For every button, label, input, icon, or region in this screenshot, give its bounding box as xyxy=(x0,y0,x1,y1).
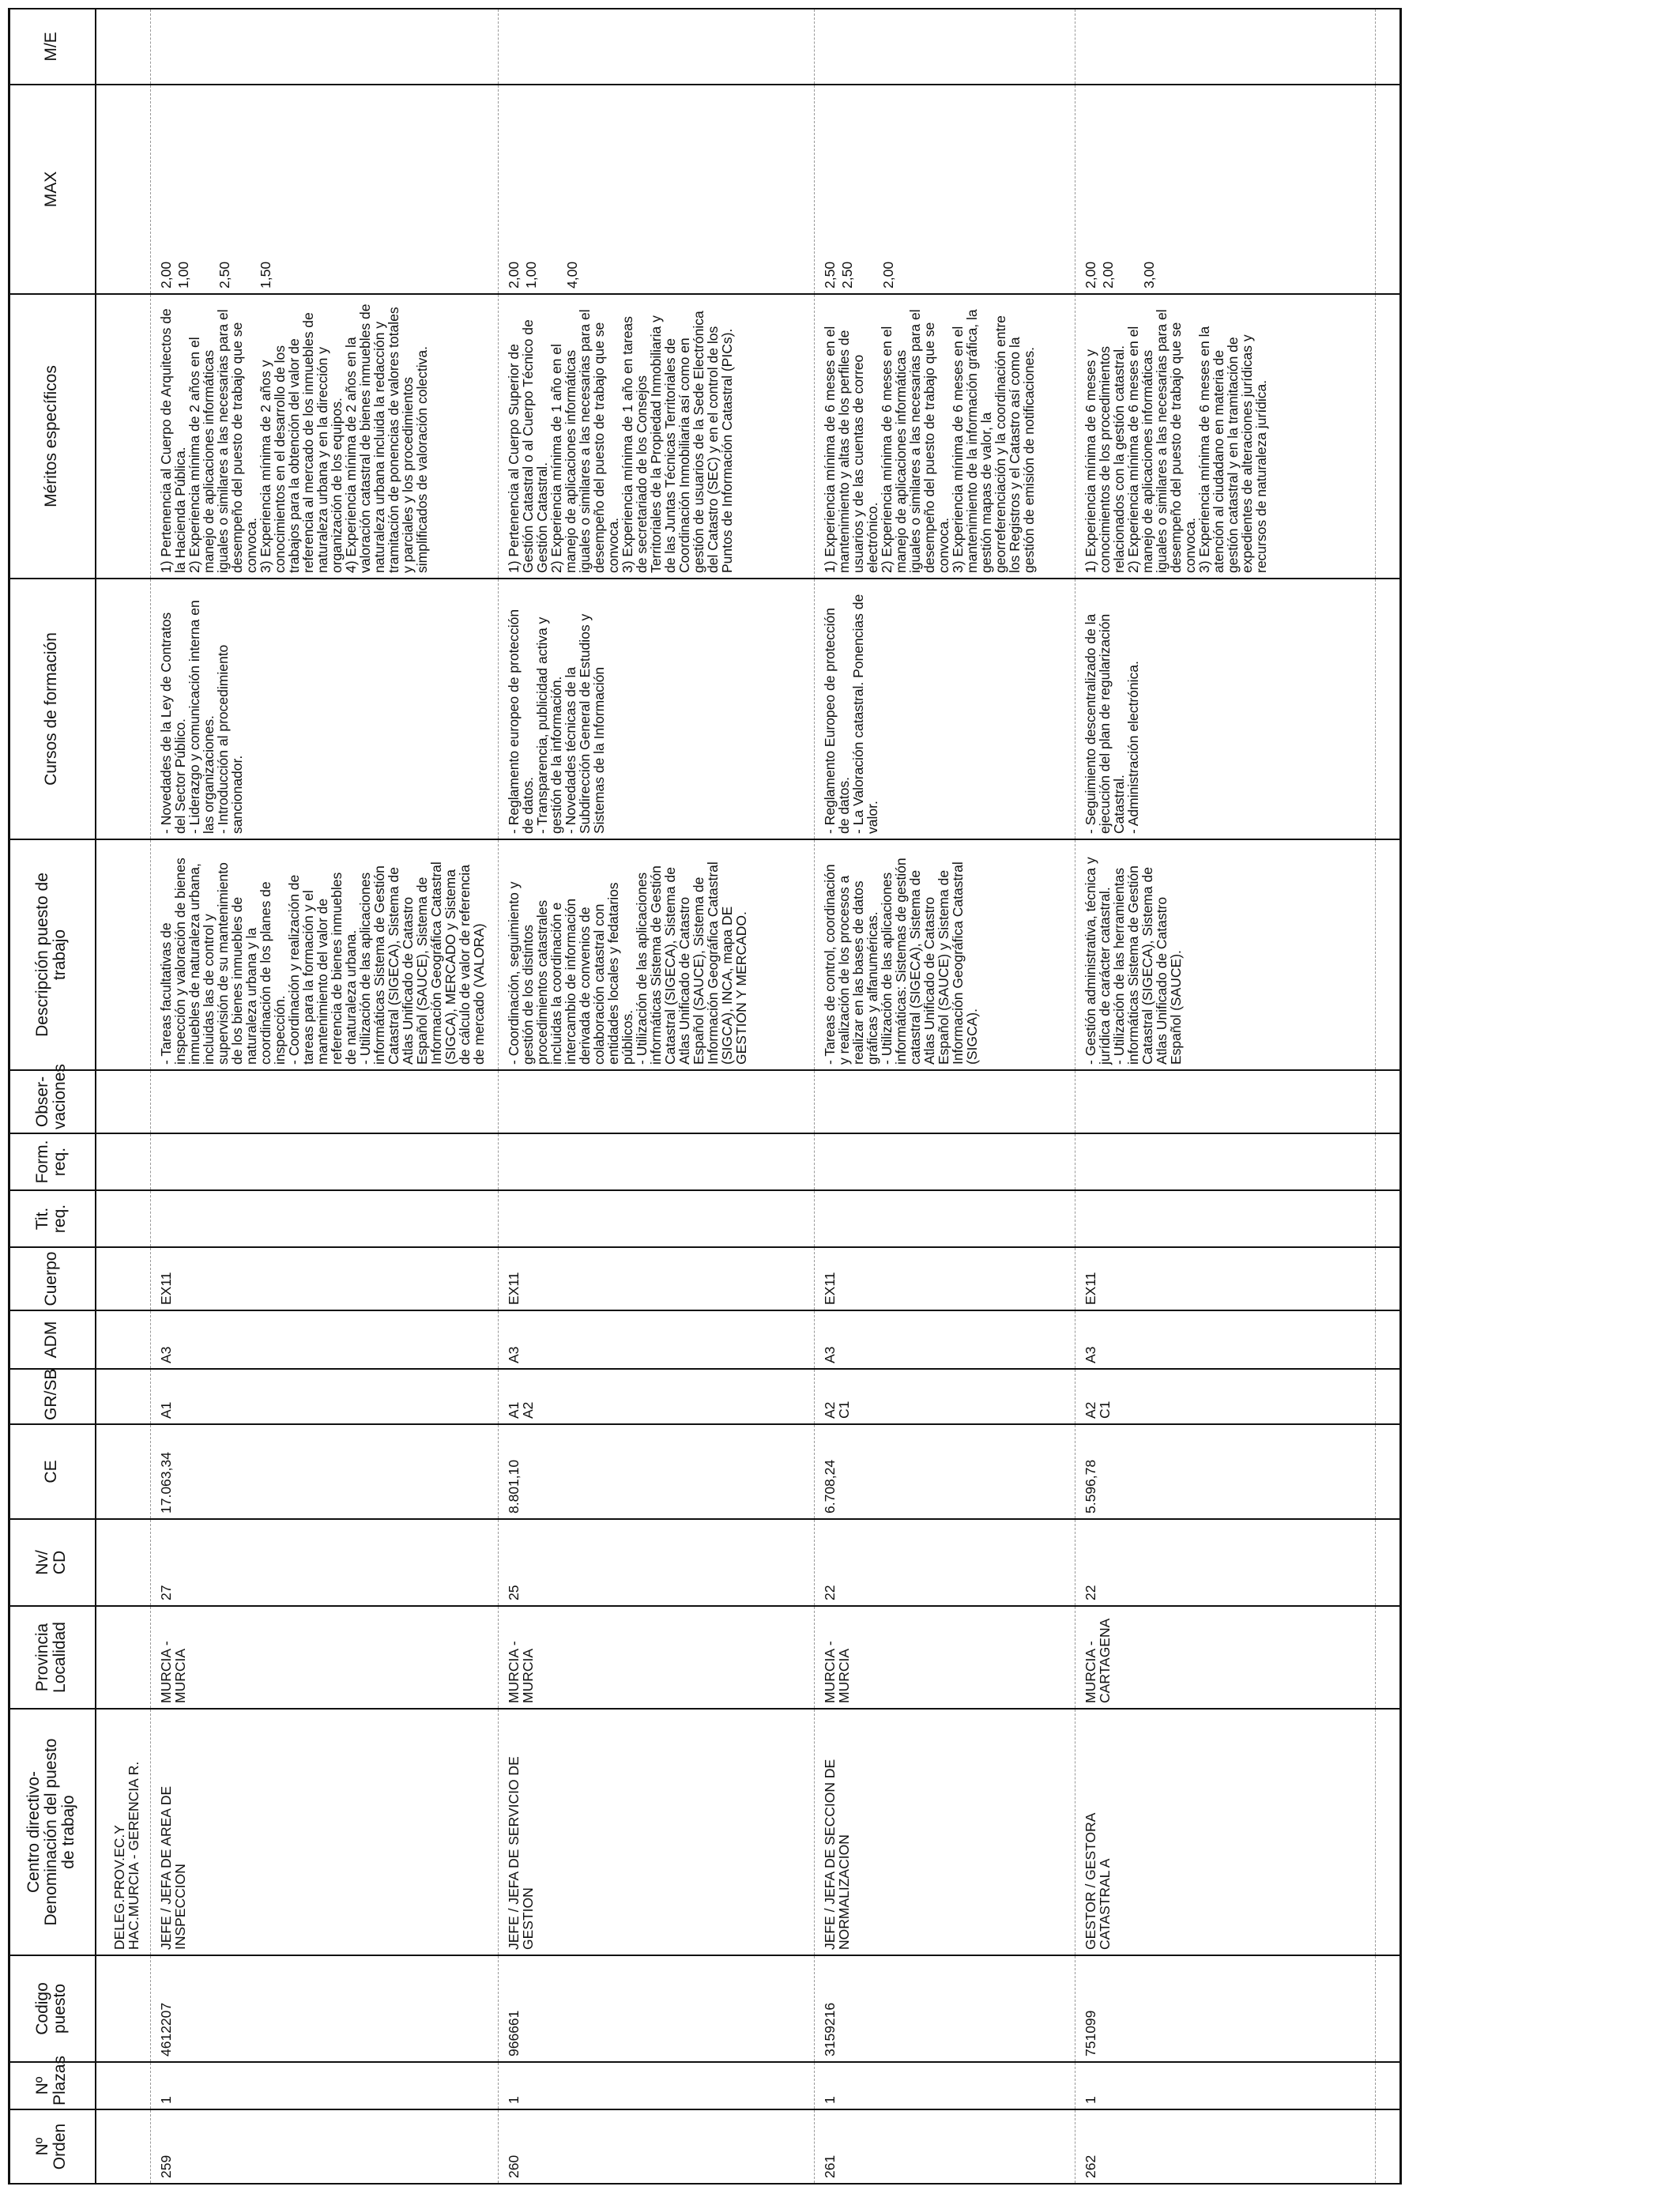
cell-nivel: 25 xyxy=(499,1519,815,1606)
cell-max xyxy=(499,85,815,294)
cell-codigo: 966661 xyxy=(499,1955,815,2062)
cell-codigo: 3159216 xyxy=(815,1955,1075,2062)
cell-adm: A3 xyxy=(1075,1310,1376,1369)
cell-descripcion: - Tareas de control, coordinación y realización de los procesos a realizar en las bases de datos gráficas y alfanuméricas. - Utilización de las aplicaciones informáticas: Sistemas de gestión catastral (SIGECA), Sistema de Atlas Unificado de Catastro Español (SAUCE) y Sistema de Información Geográfica Catastral (SIGCA). xyxy=(815,839,1075,1070)
cell-form xyxy=(499,1133,815,1190)
cell-cursos: - Reglamento europeo de protección de datos. - Transparencia, publicidad activa y gestión de la información. - Novedades técnicas de la Subdirección General de Estudios y Sistemas de la Información xyxy=(499,579,815,839)
cell-nivel: 22 xyxy=(1075,1519,1376,1606)
cell-adm: A3 xyxy=(499,1310,815,1369)
max-score-list xyxy=(507,90,606,288)
cell-denominacion: JEFE / JEFA DE SECCION DE NORMALIZACION xyxy=(815,1709,1075,1955)
max-score-value: 2,00 xyxy=(1100,261,1116,288)
col-header-descripcion: Descripción puesto de trabajo xyxy=(8,839,96,1070)
table-row xyxy=(1075,9,1376,2184)
positions-table-frame xyxy=(8,9,1399,2185)
cell-cuerpo: EX11 xyxy=(1075,1247,1376,1310)
max-score-value: 2,00 xyxy=(1083,261,1098,288)
table-top-rule xyxy=(8,9,10,2185)
cell-obs xyxy=(1075,1070,1376,1133)
max-score-value: 2,50 xyxy=(217,261,232,288)
cell-max xyxy=(1075,85,1376,294)
table-row xyxy=(499,9,815,2184)
cell-descripcion: - Tareas facultativas de inspección y valoración de bienes inmuebles de naturaleza urbana, incluidas las de control y supervisión de su mantenimiento de los bienes inmuebles de naturaleza urbana y la coordinación de los planes de inspección. - Coordinación y realización de tareas para la formación y el mantenimiento del valor de referencia de bienes inmuebles de naturaleza urbana. - Utilización de las aplicaciones informáticas Sistema de Gestión Catastral (SIGECA), Sistema de Atlas Unificado de Catastro Español (SAUCE), Sistema de Información Geográfica Catastral (SIGCA), MERCADO y Sistema de cálculo de valor de referencia de mercado (VALORA) xyxy=(151,839,499,1070)
col-header-tit: Tit. req. xyxy=(8,1190,96,1247)
col-header-cuerpo: Cuerpo xyxy=(8,1247,96,1310)
cell-ce: 5.596,78 xyxy=(1075,1424,1376,1519)
cell-grsb: A2 C1 xyxy=(815,1369,1075,1424)
max-score-value: 2,50 xyxy=(822,261,838,288)
col-header-ce: CE xyxy=(8,1424,96,1519)
col-header-meritos: Méritos específicos xyxy=(8,294,96,579)
cell-grsb: A1 A2 xyxy=(499,1369,815,1424)
cell-plazas: 1 xyxy=(151,2062,499,2109)
max-score-value: 2,00 xyxy=(158,261,174,288)
group-header-text: DELEG.PROV.EC.Y HAC.MURCIA - GERENCIA R. xyxy=(96,1709,151,1955)
cell-provincia: MURCIA - MURCIA xyxy=(815,1606,1075,1709)
cell-form xyxy=(1075,1133,1376,1190)
cell-provincia: MURCIA - MURCIA xyxy=(151,1606,499,1709)
cell-plazas: 1 xyxy=(499,2062,815,2109)
cell-grsb: A1 xyxy=(151,1369,499,1424)
col-header-centro: Centro directivo- Denominación del puesto de trabajo xyxy=(8,1709,96,1955)
max-score-value: 2,00 xyxy=(880,261,896,288)
cell-denominacion: JEFE / JEFA DE SERVICIO DE GESTION xyxy=(499,1709,815,1955)
cell-obs xyxy=(151,1070,499,1133)
max-score-value: 1,50 xyxy=(258,261,273,288)
cell-ce: 8.801,10 xyxy=(499,1424,815,1519)
cell-form xyxy=(815,1133,1075,1190)
cell-cursos: - Reglamento Europeo de protección de datos. - La Valoración catastral. Ponencias de valor. xyxy=(815,579,1075,839)
cell-max xyxy=(815,85,1075,294)
cell-obs xyxy=(499,1070,815,1133)
cell-descripcion: - Coordinación, seguimiento y gestión de los distintos procedimientos catastrales incluidas la coordinación e intercambio de información derivada de convenios de colaboración catastral con entidades locales y fedatarios públicos. - Utilización de las aplicaciones informáticas Sistema de Gestión Catastral (SIGECA), Sistema de Atlas Unificado de Catastro Español (SAUCE), Sistema de Información Geográfica Catastral (SIGCA), INCA, mapa DE GESTIÓN Y MERCADO. xyxy=(499,839,815,1070)
cell-me xyxy=(1075,9,1376,85)
cell-orden: 261 xyxy=(815,2109,1075,2184)
cell-plazas: 1 xyxy=(815,2062,1075,2109)
max-score-value: 1,00 xyxy=(523,261,539,288)
cell-plazas: 1 xyxy=(1075,2062,1376,2109)
col-header-plazas: Nº Plazas xyxy=(8,2062,96,2109)
cell-tit xyxy=(815,1190,1075,1247)
cell-codigo: 4612207 xyxy=(151,1955,499,2062)
cell-cuerpo: EX11 xyxy=(499,1247,815,1310)
group-row xyxy=(96,9,151,2184)
max-score-list xyxy=(823,90,922,288)
cell-form xyxy=(151,1133,499,1190)
max-score-value: 3,00 xyxy=(1141,261,1157,288)
cell-meritos: 1) Pertenencia al Cuerpo Superior de Gestión Catastral o al Cuerpo Técnico de Gestión Catastral. 2) Experiencia mínima de 1 año en el manejo de aplicaciones informáticas iguales o similares a las necesarias para el desempeño del puesto de trabajo que se convoca. 3) Experiencia mínima de 1 año en tareas de secretariado de los Consejos Territoriales de la Propiedad Inmobiliaria y de las Juntas Técnicas Territoriales de Coordinación Inmobiliaria así como en gestión de usuarios de la Sede Electrónica del Catastro (SEC) y en el control de los Puntos de Información Catastral (PICs). xyxy=(499,294,815,579)
cell-grsb: A2 C1 xyxy=(1075,1369,1376,1424)
col-header-provincia: Provincia Localidad xyxy=(8,1606,96,1709)
max-score-list xyxy=(1083,90,1183,288)
cell-cuerpo: EX11 xyxy=(151,1247,499,1310)
cell-denominacion: JEFE / JEFA DE AREA DE INSPECCION xyxy=(151,1709,499,1955)
cell-orden: 262 xyxy=(1075,2109,1376,2184)
cell-cuerpo: EX11 xyxy=(815,1247,1075,1310)
spacer-row xyxy=(1376,9,1401,2184)
cell-orden: 259 xyxy=(151,2109,499,2184)
max-score-list xyxy=(159,90,299,288)
cell-nivel: 27 xyxy=(151,1519,499,1606)
cell-adm: A3 xyxy=(815,1310,1075,1369)
col-header-max: MAX xyxy=(8,85,96,294)
cell-orden: 260 xyxy=(499,2109,815,2184)
table-row xyxy=(151,9,499,2184)
cell-cursos: - Novedades de la Ley de Contratos del Sector Público. - Liderazgo y comunicación interna en las organizaciones. - Introducción al procedimiento sancionador. xyxy=(151,579,499,839)
cell-adm: A3 xyxy=(151,1310,499,1369)
col-header-form: Form. req. xyxy=(8,1133,96,1190)
cell-ce: 6.708,24 xyxy=(815,1424,1075,1519)
cell-meritos: 1) Experiencia mínima de 6 meses en el mantenimiento y altas de los perfiles de usuarios y de las cuentas de correo electrónico. 2) Experiencia mínima de 6 meses en el manejo de aplicaciones informáticas iguales o similares a las necesarias para el desempeño del puesto de trabajo que se convoca. 3) Experiencia mínima de 6 meses en el mantenimiento de la información gráfica, la gestión mapas de valor, la georreferenciación y la coordinación entre los Registros y el Catastro así como la gestión de emisión de notificaciones. xyxy=(815,294,1075,579)
cell-tit xyxy=(1075,1190,1376,1247)
col-header-cursos: Cursos de formación xyxy=(8,579,96,839)
cell-provincia: MURCIA - MURCIA xyxy=(499,1606,815,1709)
cell-descripcion: - Gestión administrativa, técnica y jurídica de carácter catastral. - Utilización de las herramientas informáticas Sistema de Gestión Catastral (SIGECA), Sistema de Atlas Unificado de Catastro Español (SAUCE). xyxy=(1075,839,1376,1070)
table-row xyxy=(815,9,1075,2184)
max-score-value: 4,00 xyxy=(564,261,580,288)
cell-me xyxy=(151,9,499,85)
cell-tit xyxy=(151,1190,499,1247)
cell-codigo: 751099 xyxy=(1075,1955,1376,2062)
col-header-codigo: Codigo puesto xyxy=(8,1955,96,2062)
cell-meritos: 1) Experiencia mínima de 6 meses y conocimientos de los procedimientos relacionados con la gestión catastral. 2) Experiencia mínima de 6 meses en el manejo de aplicaciones informáticas iguales o similares a las necesarias para el desempeño del puesto de trabajo que se convoca. 3) Experiencia mínima de 6 meses en la atención al ciudadano en materia de gestión catastral y en la tramitación de expedientes de alteraciones jurídicas y recursos de naturaleza jurídica. xyxy=(1075,294,1376,579)
positions-table xyxy=(8,8,1402,2185)
cell-meritos: 1) Pertenencia al Cuerpo de Arquitectos de la Hacienda Pública. 2) Experiencia mínima de 2 años en el manejo de aplicaciones informáticas iguales o similares a las necesarias para el desempeño del puesto de trabajo que se convoca. 3) Experiencia mínima de 2 años y conocimientos en el desarrollo de los trabajos para la obtención del valor de referencia al mercado de los inmuebles de naturaleza urbana y en la dirección y organización de los equipos. 4) Experiencia mínima de 2 años en la valoración catastral de bienes inmuebles de naturaleza urbana incluida la redacción y tramitación de ponencias de valores totales y parciales y los procedimientos simplificados de valoración colectiva. xyxy=(151,294,499,579)
max-score-value: 1,00 xyxy=(175,261,191,288)
cell-ce: 17.063,34 xyxy=(151,1424,499,1519)
col-header-adm: ADM xyxy=(8,1310,96,1369)
cell-cursos: - Seguimiento descentralizado de la ejecución del plan de regularización Catastral. - Administración electrónica. xyxy=(1075,579,1376,839)
col-header-me: M/E xyxy=(8,9,96,85)
max-score-value: 2,50 xyxy=(839,261,855,288)
cell-me xyxy=(815,9,1075,85)
col-header-grsb: GR/SB xyxy=(8,1369,96,1424)
cell-tit xyxy=(499,1190,815,1247)
col-header-orden: Nº Orden xyxy=(8,2109,96,2184)
max-score-value: 2,00 xyxy=(506,261,522,288)
col-header-nivel: Nv/ CD xyxy=(8,1519,96,1606)
cell-nivel: 22 xyxy=(815,1519,1075,1606)
cell-max xyxy=(151,85,499,294)
cell-denominacion: GESTOR / GESTORA CATASTRAL A xyxy=(1075,1709,1376,1955)
col-header-obs: Obser- vaciones xyxy=(8,1070,96,1133)
cell-provincia: MURCIA - CARTAGENA xyxy=(1075,1606,1376,1709)
cell-me xyxy=(499,9,815,85)
cell-obs xyxy=(815,1070,1075,1133)
header-row xyxy=(8,9,96,2184)
